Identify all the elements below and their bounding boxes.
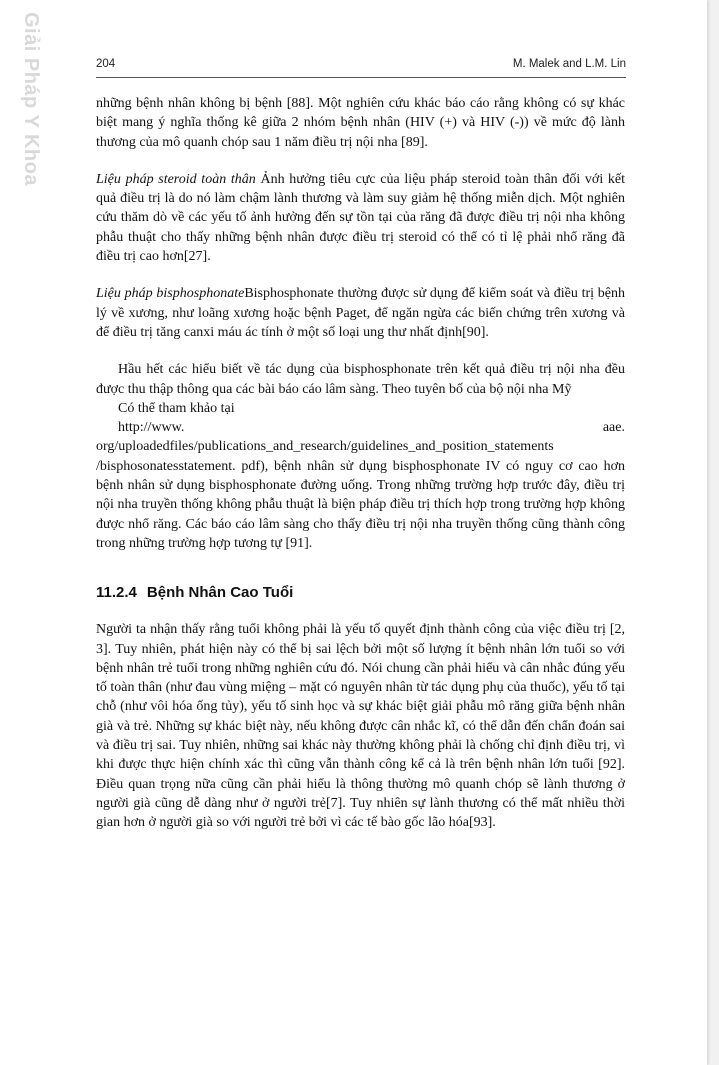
url-end: aae. (602, 420, 625, 436)
body-text (96, 94, 625, 833)
running-head-authors: M. Malek and L.M. Lin (512, 58, 626, 70)
steroid-run-in-title: Liệu pháp steroid toàn thân (96, 171, 256, 187)
paragraph-url-continued: org/uploadedfiles/publications_and_research/guidelines_and_position_statements /bisphosonatesstatement. pdf), bệnh nhân sử dụng bisphosphonate IV có nguy cơ cao hơn bệnh nhân sử dụng bisphosphonate đường uống. Trong những trường hợp trước đây, điều trị nội nha truyền thống không phẫu thuật là biện pháp điều trị thích hợp trong trường hợp không được nhổ răng. Các báo cáo lâm sàng cho thấy điều trị nội nha truyền thống cũng thành công trong những trường hợp tương tự [91]. (96, 439, 625, 551)
paragraph-steroid (96, 170, 625, 266)
url-line (96, 418, 625, 437)
steroid-body: Ảnh hưởng tiêu cực của liệu pháp steroid toàn thân đối với kết quả điều trị là do nó làm chậm lành thương và làm suy giảm hệ thống miễn dịch. Một nghiên cứu thăm dò về các yếu tố ảnh hưởng đến sự tồn tại của răng đã được điều trị nội nha không phẫu thuật cho thấy những bệnh nhân được điều trị steroid có thể có tỉ lệ phải nhổ răng đã điều trị cao hơn[27]. (96, 171, 626, 265)
paragraph-elderly: Người ta nhận thấy rằng tuổi không phải là yếu tố quyết định thành công của việc điều trị [2, 3]. Tuy nhiên, phát hiện này có thể bị sai lệch bởi một số lượng ít bệnh nhân lớn tuổi so với bệnh nhân trẻ tuổi trong những nghiên cứu đó. Nói chung cần phải hiểu và cân nhắc đúng yếu tố toàn thân (như đau vùng miệng – mặt có nguyên nhân từ tác dụng phụ của thuốc), yếu tố tại chỗ (như vôi hóa ống tủy), yếu tố sinh học và sự khác biệt giải phẫu mô răng giữa bệnh nhân già và trẻ. Những sự khác biệt này, nếu không được cân nhắc kĩ, có thể dẫn đến chẩn đoán sai và điều trị sai. Tuy nhiên, những sai khác này thường không phải là chống chỉ định điều trị, vì khi được thực hiện chính xác thì cũng vẫn thành công kể cả là trên bệnh nhân lớn tuổi [92]. Điều quan trọng nữa cũng cần phải hiểu là thông thường mô quanh chóp sẽ lành thương ở người già cũng dễ dàng như ở người trẻ[7]. Tuy nhiên sự lành thương có thể mất nhiều thời gian hơn ở người già so với người trẻ bởi vì các tế bào gốc lão hóa[93]. (96, 622, 625, 831)
page-number: 204 (96, 58, 116, 70)
section-heading (96, 583, 625, 603)
paragraph-bisphosphonate (96, 284, 625, 342)
section-number: 11.2.4 (96, 584, 137, 602)
section-title: Bệnh Nhân Cao Tuổi (146, 584, 294, 602)
url-start: http://www. (118, 420, 185, 436)
watermark: Giải Pháp Y Khoa (20, 12, 42, 186)
header-rule (96, 77, 626, 78)
paragraph-clinical-reports: Hầu hết các hiểu biết về tác dụng của bisphosphonate trên kết quả điều trị nội nha đều được thu thập thông qua các bài báo cáo lâm sàng. Theo tuyên bố của bộ nội nha Mỹ (96, 362, 625, 397)
paragraph-hiv: những bệnh nhân không bị bệnh [88]. Một nghiên cứu khác báo cáo rằng không có sự khác biệt mang ý nghĩa thống kê giữa 2 nhóm bệnh nhân (HIV (+) và HIV (-)) về mức độ lành thương của mô quanh chóp sau 1 năm điều trị nội nha [89]. (96, 96, 625, 150)
bisphosphonate-body: Bisphosphonate thường được sử dụng để kiểm soát và điều trị bệnh lý về xương, như loãng xương hoặc bệnh Paget, để ngăn ngừa các biến chứng trên xương và để điều trị tăng canxi máu ác tính ở một số loại ung thư nhất định[90]. (96, 286, 626, 340)
reference-line: Có thể tham khảo tại (118, 400, 235, 416)
bisphosphonate-run-in-title: Liệu pháp bisphosphonate (96, 286, 245, 302)
